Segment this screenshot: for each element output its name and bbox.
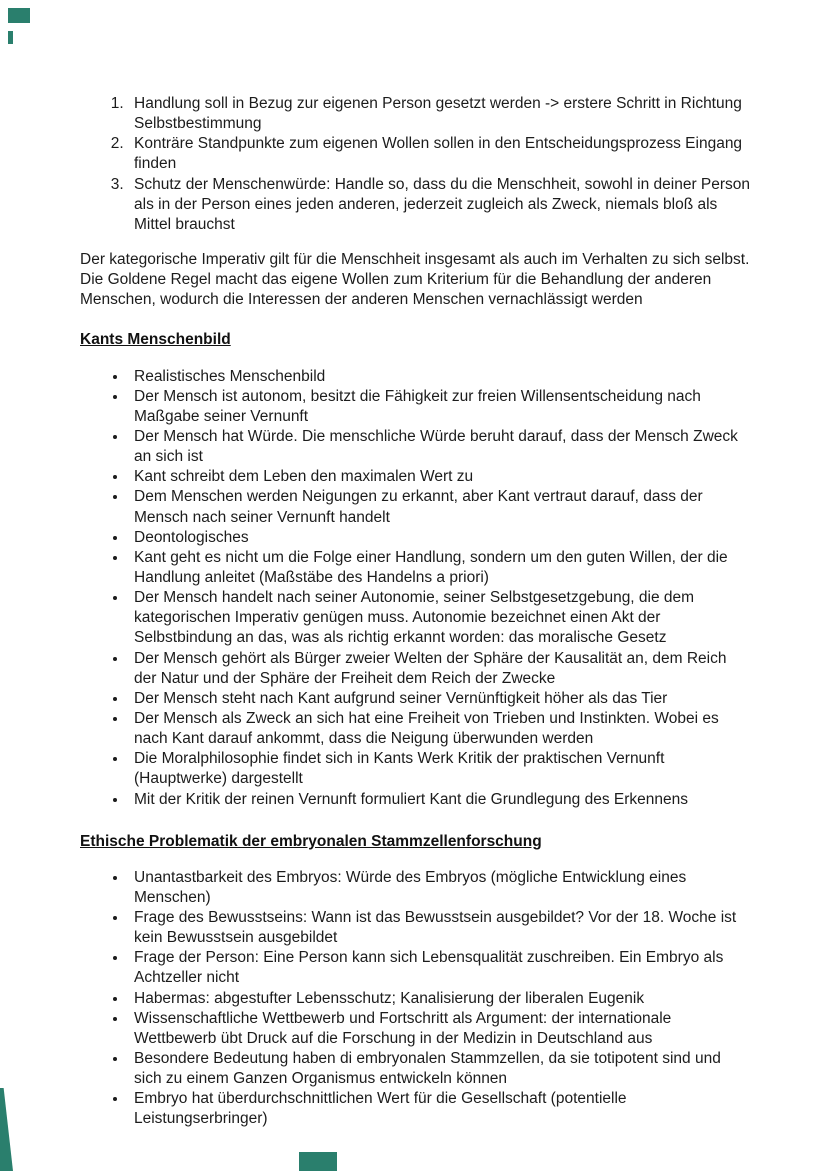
bullet-item: • Realistisches Menschenbild: [128, 367, 752, 387]
background-corner-bottom-left: [0, 1088, 13, 1171]
intro-paragraph: Der kategorische Imperativ gilt für die Menschheit insgesamt als auch im Verhalten zu sich selbst. Die Goldene Regel macht das eigene Wollen zum Kriterium für die Behandlung der anderen Menschen, wodurch die Interessen der anderen Menschen vernachlässigt werden: [80, 250, 750, 309]
background-bottom-strip: [299, 1152, 337, 1171]
bullet-item: • Besondere Bedeutung haben di embryonalen Stammzellen, da sie totipotent sind und sich zu einem Ganzen Organismus entwickeln können: [128, 1049, 752, 1089]
bullet-item: • Der Mensch handelt nach seiner Autonomie, seiner Selbstgesetzgebung, die dem kategorischen Imperativ genügen muss. Autonomie bezeichnet einen Akt der Selbstbindung an das, was als richtig erkannt worden: das moralische Gesetz: [128, 588, 752, 648]
document-content: [80, 94, 752, 1152]
bullet-item: • Kant geht es nicht um die Folge einer Handlung, sondern um den guten Willen, der die Handlung anleitet (Maßstäbe des Handelns a priori): [128, 548, 752, 588]
numbered-item: 2. Konträre Standpunkte zum eigenen Wollen sollen in den Entscheidungsprozess Eingang finden: [128, 134, 752, 174]
bullet-item: • Der Mensch als Zweck an sich hat eine Freiheit von Trieben und Instinkten. Wobei es nach Kant darauf ankommt, dass die Neigung überwunden werden: [128, 709, 752, 749]
background-left-strip: [8, 31, 13, 44]
bullet-item: • Der Mensch steht nach Kant aufgrund seiner Vernünftigkeit höher als das Tier: [128, 689, 752, 709]
bullet-item: • Die Moralphilosophie findet sich in Kants Werk Kritik der praktischen Vernunft (Hauptwerke) dargestellt: [128, 749, 752, 789]
bullet-item: • Der Mensch ist autonom, besitzt die Fähigkeit zur freien Willensentscheidung nach Maßgabe seiner Vernunft: [128, 387, 752, 427]
numbered-item: 3. Schutz der Menschenwürde: Handle so, dass du die Menschheit, sowohl in deiner Person als in der Person eines jeden anderen, jederzeit zugleich als Zweck, niemals bloß als Mittel brauchst: [128, 175, 752, 235]
section-heading-kants-menschenbild: Kants Menschenbild: [80, 331, 231, 349]
bullet-item: • Kant schreibt dem Leben den maximalen Wert zu: [128, 467, 752, 487]
numbered-list: [80, 94, 752, 235]
background-corner-top-left: [8, 8, 30, 23]
bullet-item: • Der Mensch hat Würde. Die menschliche Würde beruht darauf, dass der Mensch Zweck an sich ist: [128, 427, 752, 467]
bullet-item: • Deontologisches: [128, 528, 752, 548]
bullet-list-kants-menschenbild: [80, 367, 752, 810]
bullet-item: • Frage des Bewusstseins: Wann ist das Bewusstsein ausgebildet? Vor der 18. Woche ist kein Bewusstsein ausgebildet: [128, 908, 752, 948]
section-heading-stammzellenforschung: Ethische Problematik der embryonalen Stammzellenforschung: [80, 832, 542, 850]
bullet-item: • Mit der Kritik der reinen Vernunft formuliert Kant die Grundlegung des Erkennens: [128, 790, 752, 810]
bullet-item: • Frage der Person: Eine Person kann sich Lebensqualität zuschreiben. Ein Embryo als Achtzeller nicht: [128, 948, 752, 988]
bullet-item: • Wissenschaftliche Wettbewerb und Fortschritt als Argument: der internationale Wettbewerb übt Druck auf die Forschung in der Medizin in Deutschland aus: [128, 1009, 752, 1049]
numbered-item: 1. Handlung soll in Bezug zur eigenen Person gesetzt werden -> erstere Schritt in Richtung Selbstbestimmung: [128, 94, 752, 134]
bullet-item: • Unantastbarkeit des Embryos: Würde des Embryos (mögliche Entwicklung eines Menschen): [128, 868, 752, 908]
bullet-item: • Der Mensch gehört als Bürger zweier Welten der Sphäre der Kausalität an, dem Reich der Natur und der Sphäre der Freiheit dem Reich der Zwecke: [128, 649, 752, 689]
bullet-item: • Dem Menschen werden Neigungen zu erkannt, aber Kant vertraut darauf, dass der Mensch nach seiner Vernunft handelt: [128, 487, 752, 527]
bullet-list-stammzellenforschung: [80, 868, 752, 1130]
bullet-item: • Habermas: abgestufter Lebensschutz; Kanalisierung der liberalen Eugenik: [128, 989, 752, 1009]
bullet-item: • Embryo hat überdurchschnittlichen Wert für die Gesellschaft (potentielle Leistungserbringer): [128, 1089, 752, 1129]
